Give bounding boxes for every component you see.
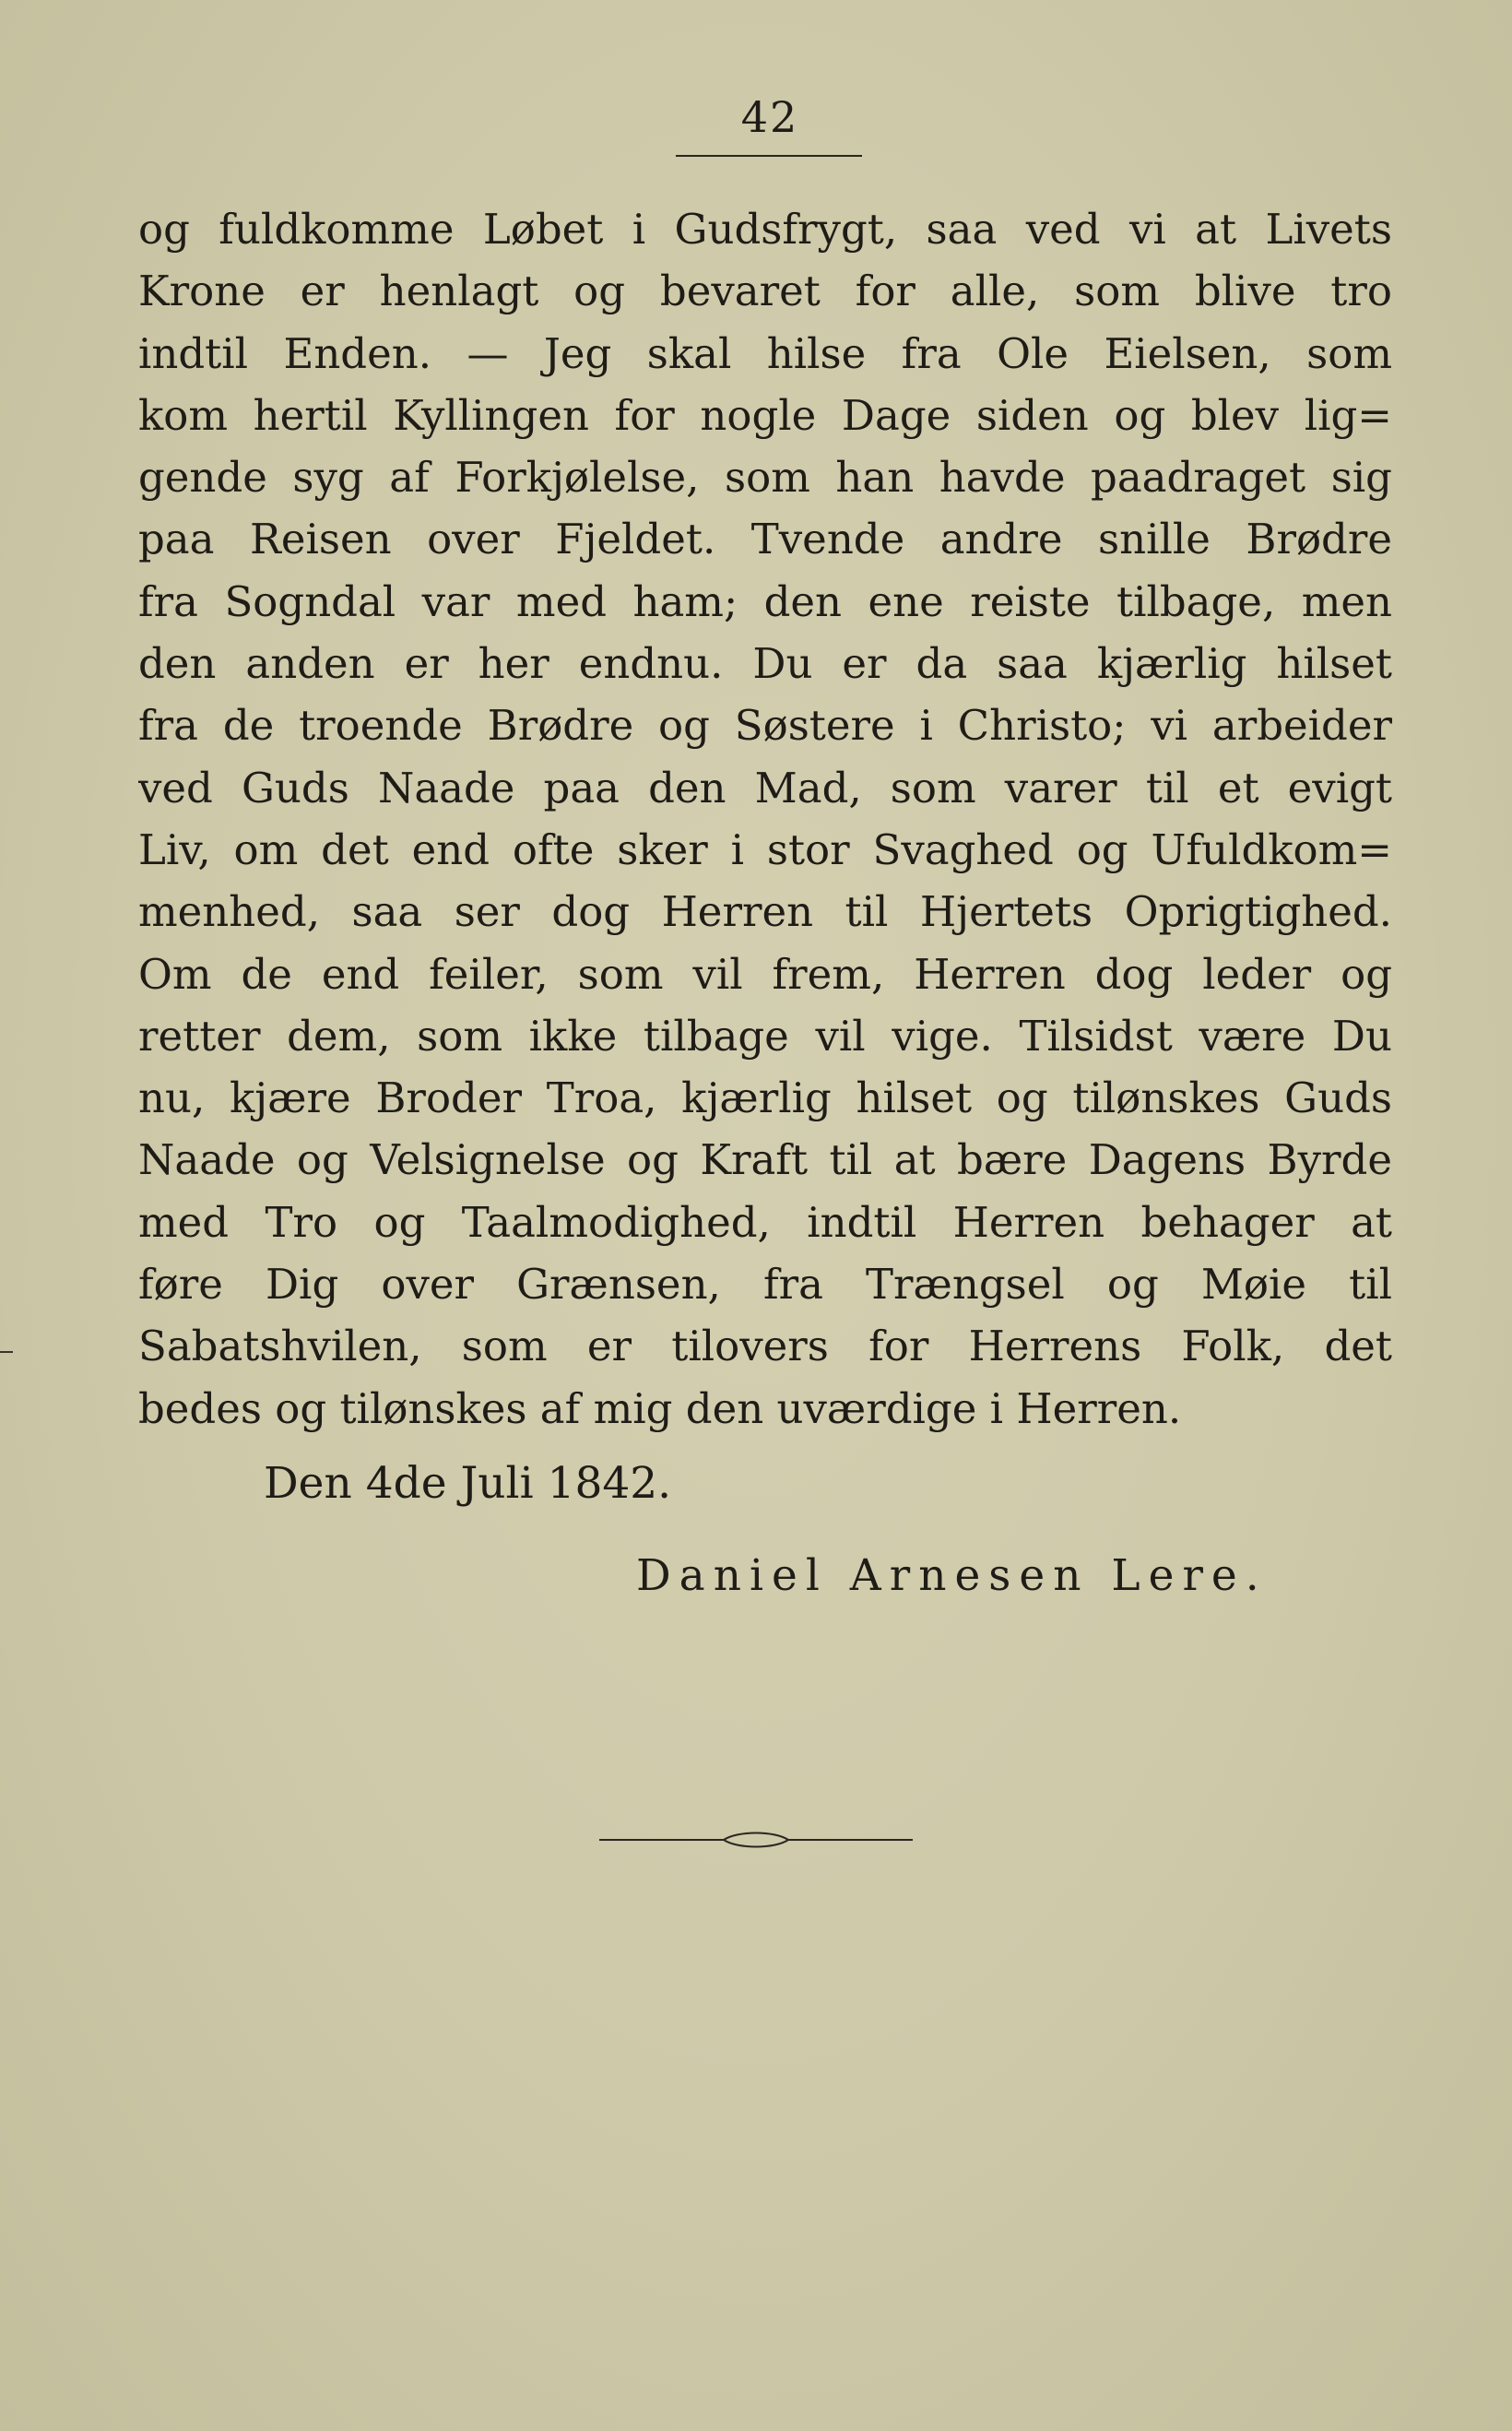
text-line: Liv, om det end ofte sker i stor Svaghed og Ufuldkom= xyxy=(138,824,1392,874)
text-line: Sabatshvilen, som er tilovers for Herrens Folk, det xyxy=(138,1322,1392,1371)
text-line: og fuldkomme Løbet i Gudsfrygt, saa ved vi at Livets xyxy=(138,205,1392,254)
text-line: paa Reisen over Fjeldet. Tvende andre snille Brødre xyxy=(138,515,1392,564)
margin-mark xyxy=(0,1351,13,1353)
text-line: kom hertil Kyllingen for nogle Dage siden og blev lig= xyxy=(138,390,1392,440)
letter-body xyxy=(138,198,1392,1440)
text-line: menhed, saa ser dog Herren til Hjertets Oprigtighed. xyxy=(138,887,1392,937)
text-line: føre Dig over Grænsen, fra Trængsel og Møie til xyxy=(138,1260,1392,1310)
page-number: 42 xyxy=(740,92,799,142)
text-line: bedes og tilønskes af mig den uværdige i Herren. xyxy=(138,1383,1182,1433)
text-line: Naade og Velsignelse og Kraft til at bære Dagens Byrde xyxy=(138,1135,1392,1185)
text-line: nu, kjære Broder Troa, kjærlig hilset og tilønskes Guds xyxy=(138,1073,1392,1123)
text-line: fra Sogndal var med ham; den ene reiste tilbage, men xyxy=(138,576,1392,626)
text-line: fra de troende Brødre og Søstere i Christo; vi arbeider xyxy=(138,701,1392,751)
text-line: retter dem, som ikke tilbage vil vige. Tilsidst være Du xyxy=(138,1011,1392,1061)
text-line: gende syg af Forkjølelse, som han havde paadraget sig xyxy=(138,453,1392,503)
letter-signature: Daniel Arnesen Lere. xyxy=(636,1550,1268,1601)
text-line: indtil Enden. — Jeg skal hilse fra Ole Eielsen, som xyxy=(138,328,1392,378)
letter-date: Den 4de Juli 1842. xyxy=(264,1458,672,1509)
text-line: den anden er her endnu. Du er da saa kjærlig hilset xyxy=(138,639,1392,689)
text-line: Om de end feiler, som vil frem, Herren dog leder og xyxy=(138,949,1392,999)
rule-with-lozenge-ornament-icon xyxy=(599,1821,913,1858)
text-line: Krone er henlagt og bevaret for alle, som blive tro xyxy=(138,267,1392,316)
text-line: ved Guds Naade paa den Mad, som varer til et evigt xyxy=(138,763,1392,812)
page-number-rule xyxy=(676,155,862,157)
text-line: med Tro og Taalmodighed, indtil Herren behager at xyxy=(138,1197,1392,1247)
